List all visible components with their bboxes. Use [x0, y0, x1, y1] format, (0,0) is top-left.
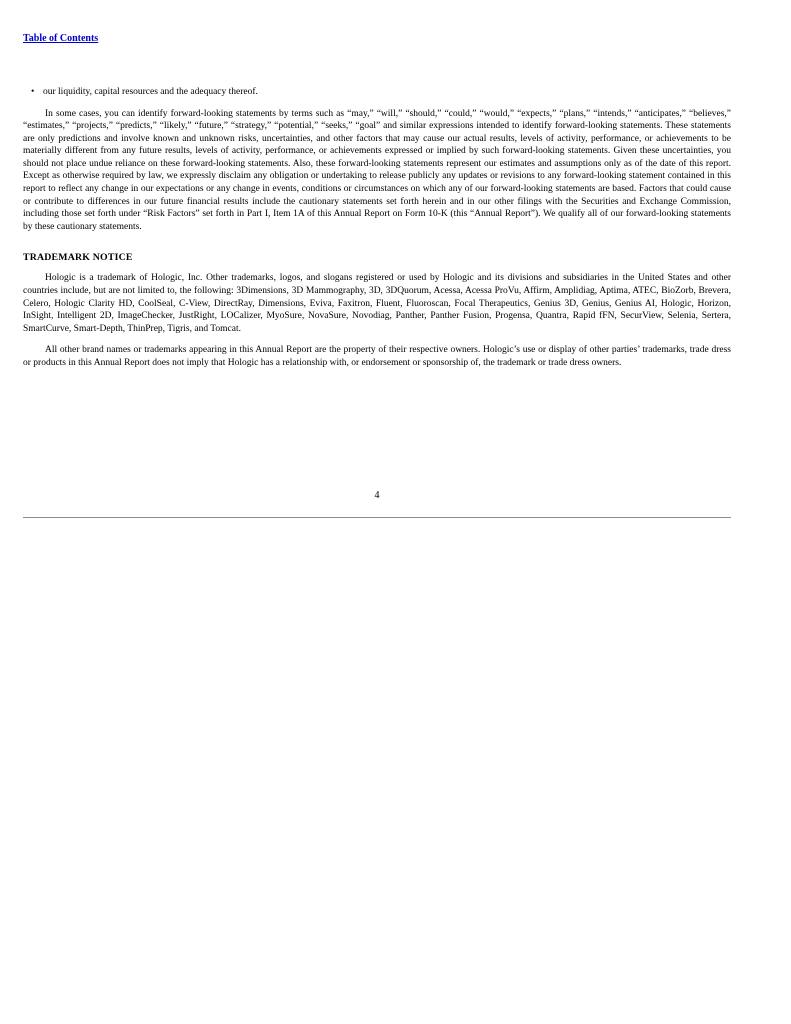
trademark-paragraph-1: Hologic is a trademark of Hologic, Inc. Other trademarks, logos, and slogans registered or used by Hologic and its divisions and subsidiaries in the United States and other countries include, but are not limited to, the following: 3Dimensions, 3D Mammography, 3D, 3DQuorum, Acessa, Acessa ProVu, Affirm, Amplidiag, Aptima, ATEC, BioZorb, Brevera, Celero, Hologic Clarity HD, CoolSeal, C-View, DirectRay, Dimensions, Eviva, Faxitron, Fluent, Fluoroscan, Focal Therapeutics, Genius 3D, Genius, Genius AI, Hologic, Horizon, InSight, Intelligent 2D, ImageChecker, JustRight, LOCalizer, MyoSure, NovaSure, Novodiag, Panther, Panther Fusion, Progensa, Quantra, Rapid fFN, SecurView, Selenia, Sertera, SmartCurve, Smart-Depth, ThinPrep, Tigris, and Tomcat. [23, 273, 731, 334]
table-of-contents-link[interactable]: Table of Contents [23, 33, 99, 44]
bullet-text: our liquidity, capital resources and the adequacy thereof. [43, 87, 258, 97]
bottom-divider [23, 517, 731, 518]
trademark-notice-heading: TRADEMARK NOTICE [23, 252, 133, 264]
forward-looking-statements-paragraph: In some cases, you can identify forward-looking statements by terms such as “may,” “will,” “should,” “could,” “would,” “expects,” “plans,” “intends,” “anticipates,” “believes,” “estimates,” “projects,” “predicts,” “likely,” “future,” “strategy,” “potential,” “seeks,” “goal” and similar expressions intended to identify forward-looking statements. These statements are only predictions and involve known and unknown risks, uncertainties, and other factors that may cause our actual results, levels of activity, performance, or achievements to be materially different from any future results, levels of activity, performance, or achievements expressed or implied by such forward-looking statements. Given these uncertainties, you should not place undue reliance on these forward-looking statements. Also, these forward-looking statements represent our estimates and assumptions only as of the date of this report. Except as otherwise required by law, we expressly disclaim any obligation or undertaking to release publicly any updates or revisions to any forward-looking statement contained in this report to reflect any change in our expectations or any change in events, conditions or circumstances on which any of our forward-looking statements are based. Factors that could cause or contribute to differences in our future financial results include the cautionary statements set forth herein and in our other filings with the Securities and Exchange Commission, including those set forth under “Risk Factors” set forth in Part I, Item 1A of this Annual Report on Form 10-K (this “Annual Report”). We qualify all of our forward-looking statements by these cautionary statements. [23, 108, 731, 232]
bullet-item [23, 86, 731, 99]
trademark-paragraph-2: All other brand names or trademarks appearing in this Annual Report are the property of their respective owners. Hologic’s use or display of other parties’ trademarks, trade dress or products in this Annual Report does not imply that Hologic has a relationship with, or endorsement or sponsorship of, the trademark or trade dress owners. [23, 345, 731, 368]
page-number: 4 [374, 489, 380, 501]
bullet-marker: • [31, 87, 35, 97]
